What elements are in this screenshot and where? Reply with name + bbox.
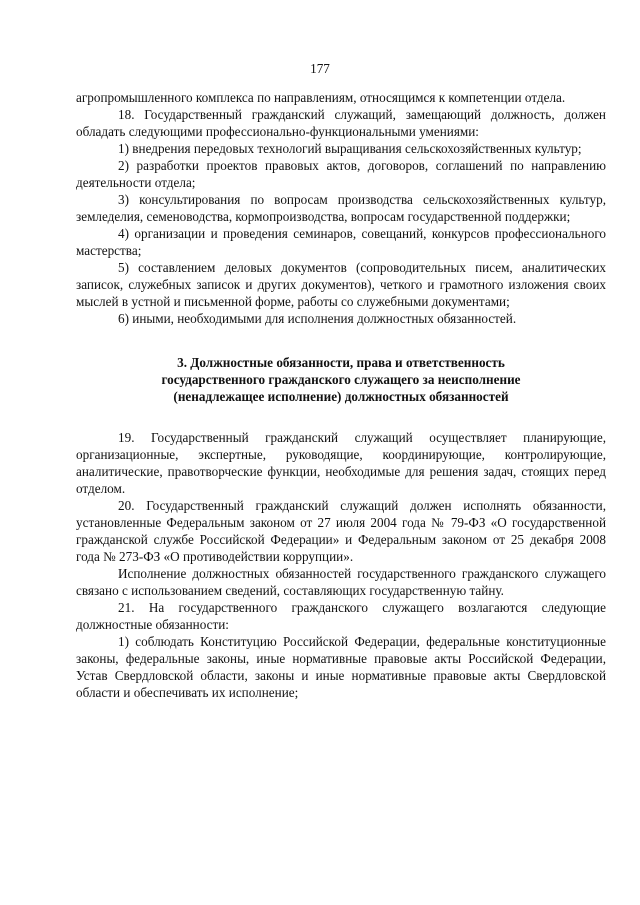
list-item: 2) разработки проектов правовых актов, договоров, соглашений по направлению деятельности отдела; — [76, 158, 606, 190]
list-item: 4) организации и проведения семинаров, совещаний, конкурсов профессионального мастерства; — [76, 226, 606, 258]
paragraph-continuation: агропромышленного комплекса по направлениям, относящимся к компетенции отдела. — [76, 90, 566, 105]
paragraph-secrecy: Исполнение должностных обязанностей государственного гражданского служащего связано с использованием сведений, составляющих государственную тайну. — [76, 566, 606, 598]
page-number: 177 — [310, 61, 330, 76]
paragraph-19: 19. Государственный гражданский служащий осуществляет планирующие, организационные, экспертные, руководящие, координирующие, контролирующие, аналитические, правотворческие функции, необходимые для решения задач, стоящих перед отделом. — [76, 430, 606, 496]
section-heading — [76, 354, 606, 405]
list-item: 3) консультирования по вопросам производства сельскохозяйственных культур, земледелия, семеноводства, кормопроизводства, вопросам государственной поддержки; — [76, 192, 606, 224]
list-item: 1) внедрения передовых технологий выращивания сельскохозяйственных культур; — [118, 141, 582, 156]
section-heading-line: 3. Должностные обязанности, права и ответственность — [177, 355, 505, 370]
paragraph-20: 20. Государственный гражданский служащий должен исполнять обязанности, установленные Федеральным законом от 27 июля 2004 года № 79-ФЗ «О государственной гражданской службе Российской Федерации» и Федеральным законом от 25 декабря 2008 года № 273-ФЗ «О противодействии коррупции». — [76, 498, 606, 564]
document-body — [76, 89, 606, 701]
list-item: 1) соблюдать Конституцию Российской Федерации, федеральные конституционные законы, федеральные законы, иные нормативные правовые акты Российской Федерации, Устав Свердловской области, законы и иные нормативные правовые акты Свердловской области и обеспечивать их исполнение; — [76, 634, 606, 700]
list-item: 5) составлением деловых документов (сопроводительных писем, аналитических записок, служебных записок и других документов), четкого и грамотного изложения своих мыслей в устной и письменной форме, работы со служебными документами; — [76, 260, 606, 309]
paragraph-18: 18. Государственный гражданский служащий, замещающий должность, должен обладать следующими профессионально-функциональными умениями: — [76, 107, 606, 139]
section-heading-line: (ненадлежащее исполнение) должностных обязанностей — [173, 389, 509, 404]
paragraph-21: 21. На государственного гражданского служащего возлагаются следующие должностные обязанности: — [76, 600, 606, 632]
list-item: 6) иными, необходимыми для исполнения должностных обязанностей. — [118, 311, 517, 326]
section-heading-line: государственного гражданского служащего за неисполнение — [161, 372, 521, 387]
